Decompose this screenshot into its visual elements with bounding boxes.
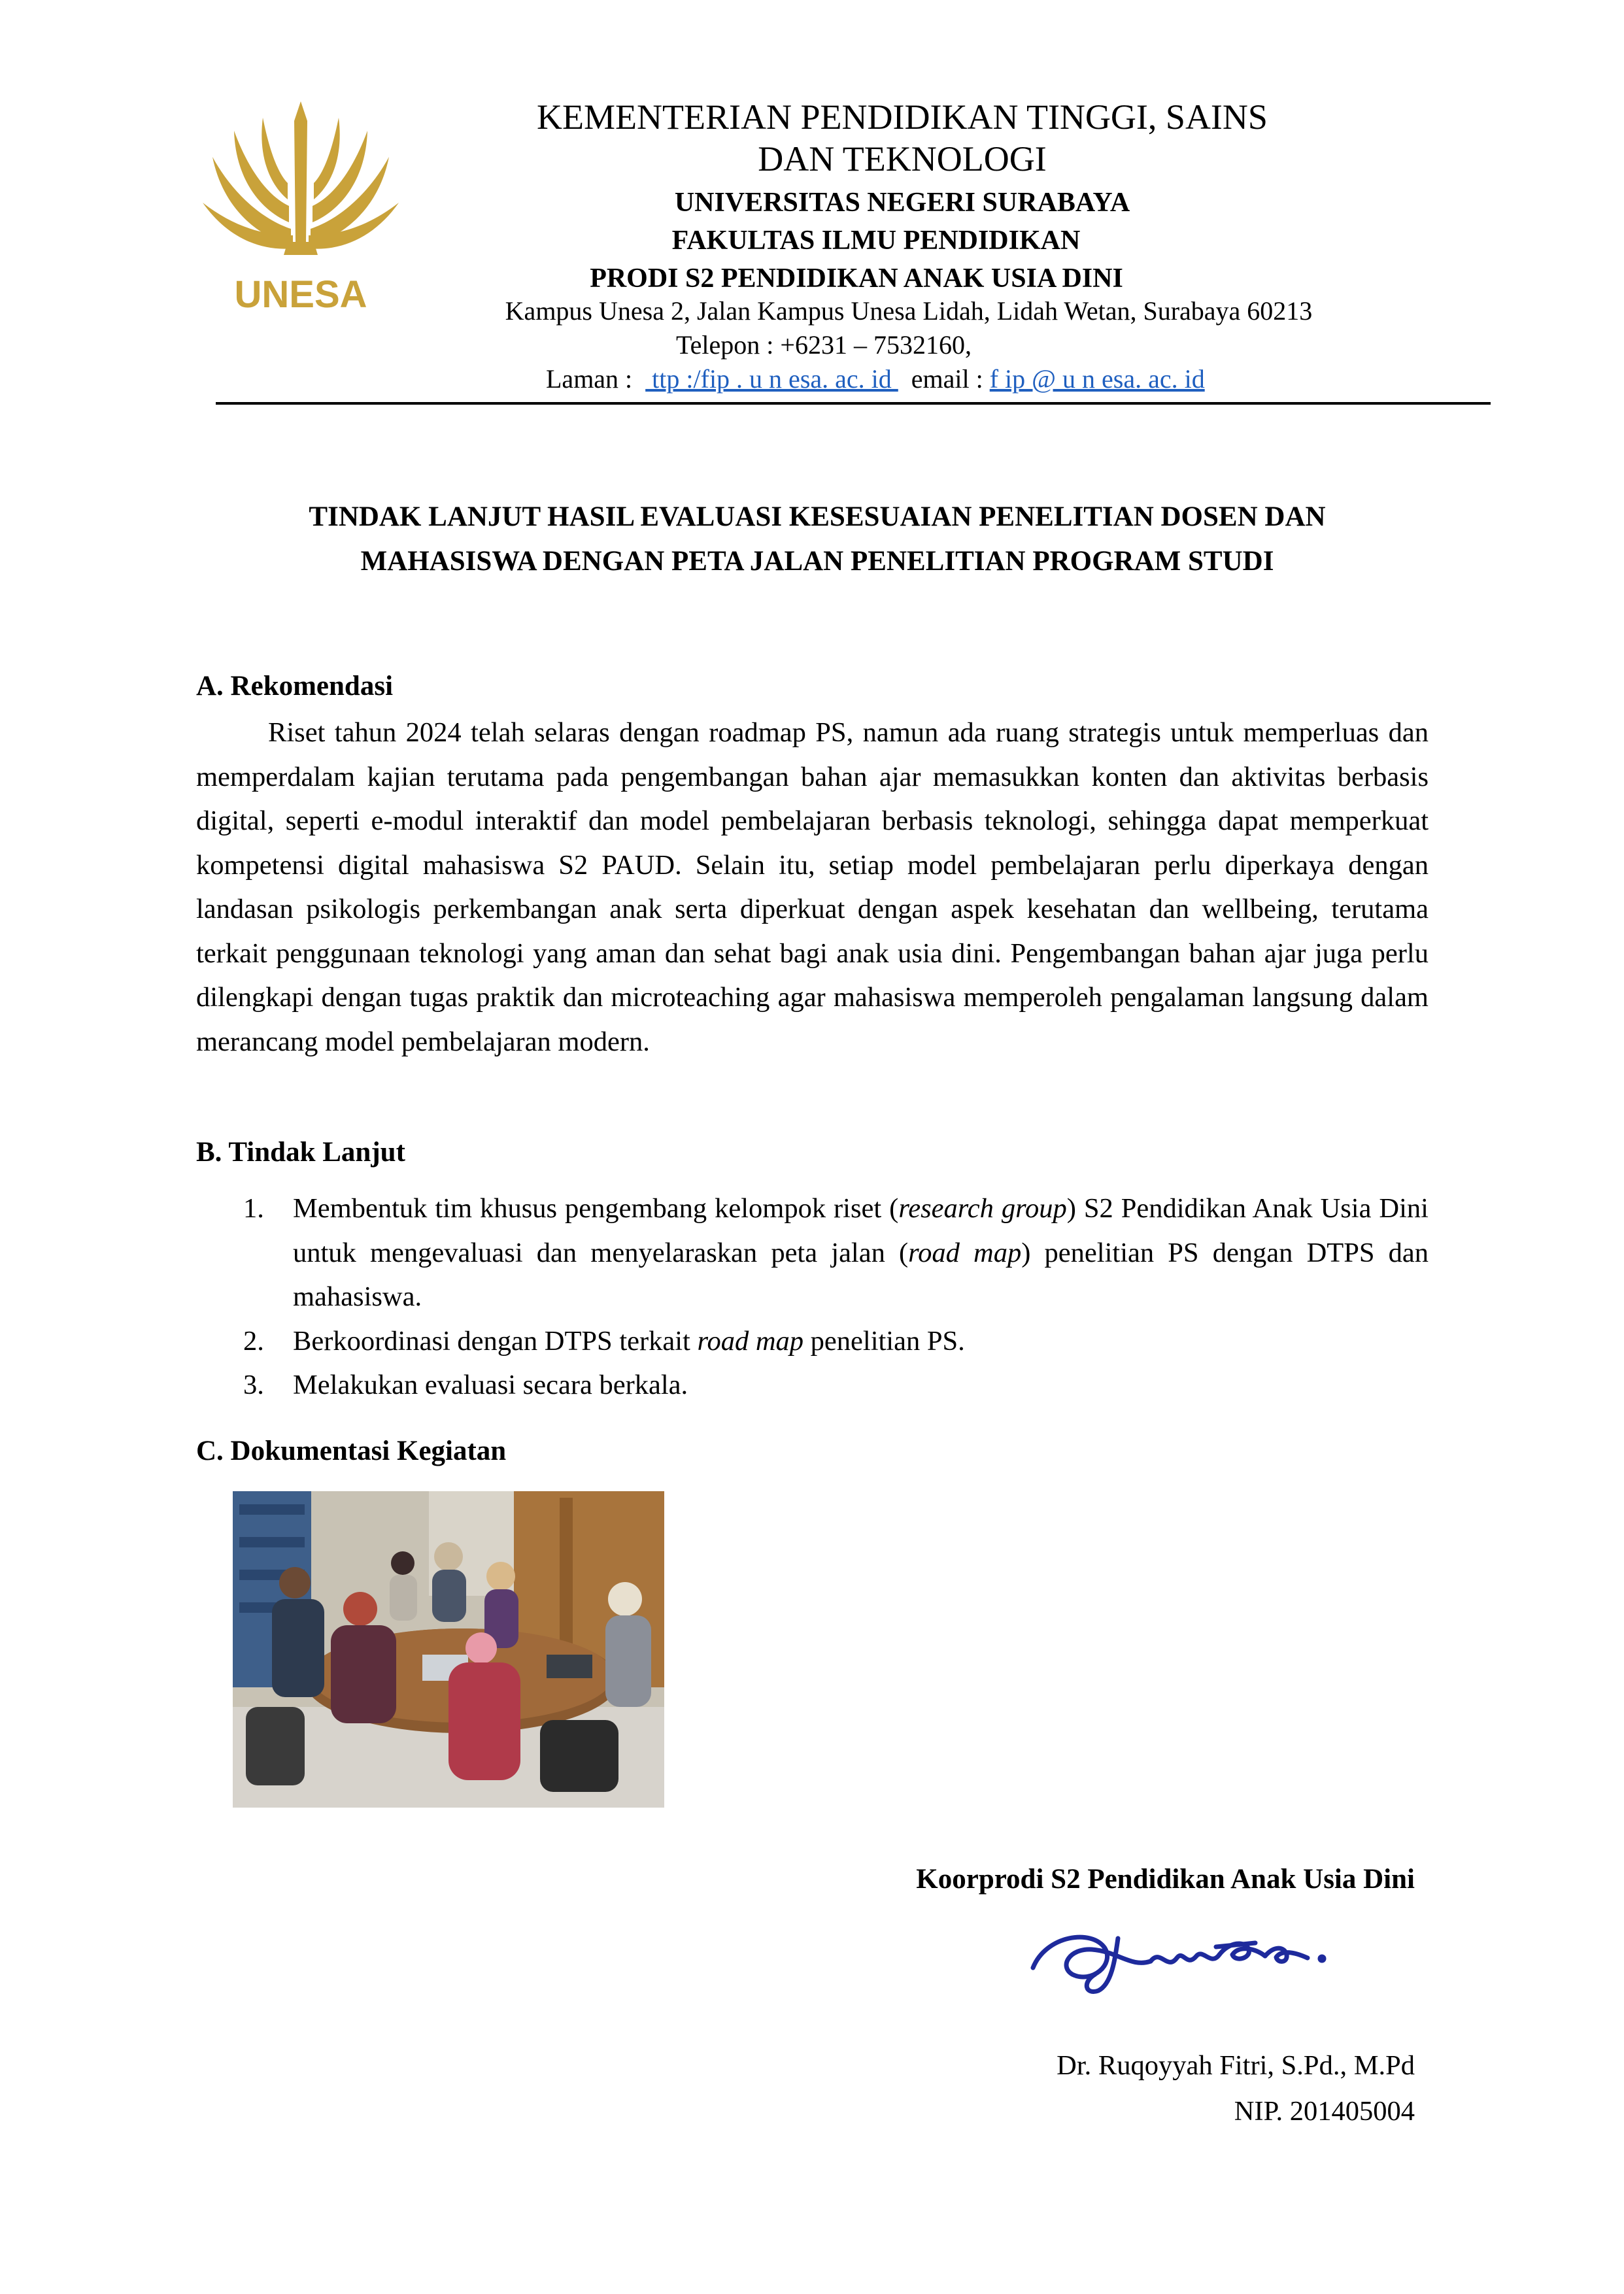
section-b-heading: B. Tindak Lanjut [196,1137,405,1168]
section-a-heading: A. Rekomendasi [196,671,394,701]
list-text: Berkoordinasi dengan DTPS terkait [293,1325,698,1357]
document-title-line1: TINDAK LANJUT HASIL EVALUASI KESESUAIAN PENELITIAN DOSEN DAN [309,501,1326,532]
section-a-paragraph: Riset tahun 2024 telah selaras dengan roadmap PS, namun ada ruang strategis untuk memperluas dan memperdalam kajian terutama pada pengembangan bahan ajar memasukkan konten dan aktivitas berbasis digital, seperti e-modul interaktif dan model pembelajaran berbasis teknologi, sehingga dapat memperkuat kompetensi digital mahasiswa S2 PAUD. Selain itu, setiap model pembelajaran perlu diperkaya dengan landasan psikologis perkembangan anak serta diperkuat dengan aspek kesehatan dan wellbeing, terutama terkait penggunaan teknologi yang aman dan sehat bagi anak usia dini. Pengembangan bahan ajar juga perlu dilengkapi dengan tugas praktik dan microteaching agar mahasiswa memperoleh pengalaman langsung dalam merancang model pembelajaran modern. [196,717,1429,1057]
program-name: PRODI S2 PENDIDIKAN ANAK USIA DINI [590,263,1123,294]
logo-text: UNESA [234,273,367,316]
document-title-line2: MAHASISWA DENGAN PETA JALAN PENELITIAN PROGRAM STUDI [360,546,1274,577]
list-text: Membentuk tim khusus pengembang kelompok riset ( [293,1193,899,1224]
email-link[interactable]: f ip @ u n esa. ac. id [989,364,1205,394]
phone: Telepon : +6231 – 7532160, [676,330,972,360]
list-item [196,1319,1429,1364]
signatory-name: Dr. Ruqoyyah Fitri, S.Pd., M.Pd [1057,2050,1415,2081]
list-italic: road map [697,1325,804,1357]
unesa-logo [196,95,405,324]
address: Kampus Unesa 2, Jalan Kampus Unesa Lidah, Lidah Wetan, Surabaya 60213 [505,296,1313,326]
handwritten-signature [1020,1909,1340,2000]
email-label: email : [911,364,983,394]
follow-up-list [196,1187,1429,1408]
list-italic: road map [908,1237,1022,1268]
university-name: UNIVERSITAS NEGERI SURABAYA [674,188,1130,218]
ministry-line2: DAN TEKNOLOGI [758,139,1047,178]
signatory-nip: NIP. 201405004 [1234,2096,1415,2127]
list-item [196,1363,1429,1408]
activity-photo [233,1491,664,1808]
section-c-heading: C. Dokumentasi Kegiatan [196,1436,507,1466]
signatory-position: Koorprodi S2 Pendidikan Anak Usia Dini [916,1864,1415,1895]
list-text: Melakukan evaluasi secara berkala. [293,1370,688,1400]
contact-line [546,363,1330,396]
list-item [196,1187,1429,1319]
list-number: 1. [243,1193,264,1224]
list-number: 2. [243,1325,264,1357]
list-italic: research group [898,1193,1067,1224]
list-text: ) S2 Pendidikan Anak Usia Dini untuk mengevaluasi dan menyelaraskan peta jalan ( [293,1193,1429,1268]
web-label: Laman : [546,364,633,394]
ministry-line1: KEMENTERIAN PENDIDIKAN TINGGI, SAINS [537,97,1268,137]
web-link[interactable]: ttp :/fip . u n esa. ac. id [645,364,898,394]
list-number: 3. [243,1370,264,1400]
letterhead-divider [216,402,1491,405]
list-text: penelitian PS. [804,1325,965,1357]
faculty-name: FAKULTAS ILMU PENDIDIKAN [671,226,1081,256]
list-text: ) penelitian PS dengan DTPS dan mahasiswa. [293,1237,1429,1312]
